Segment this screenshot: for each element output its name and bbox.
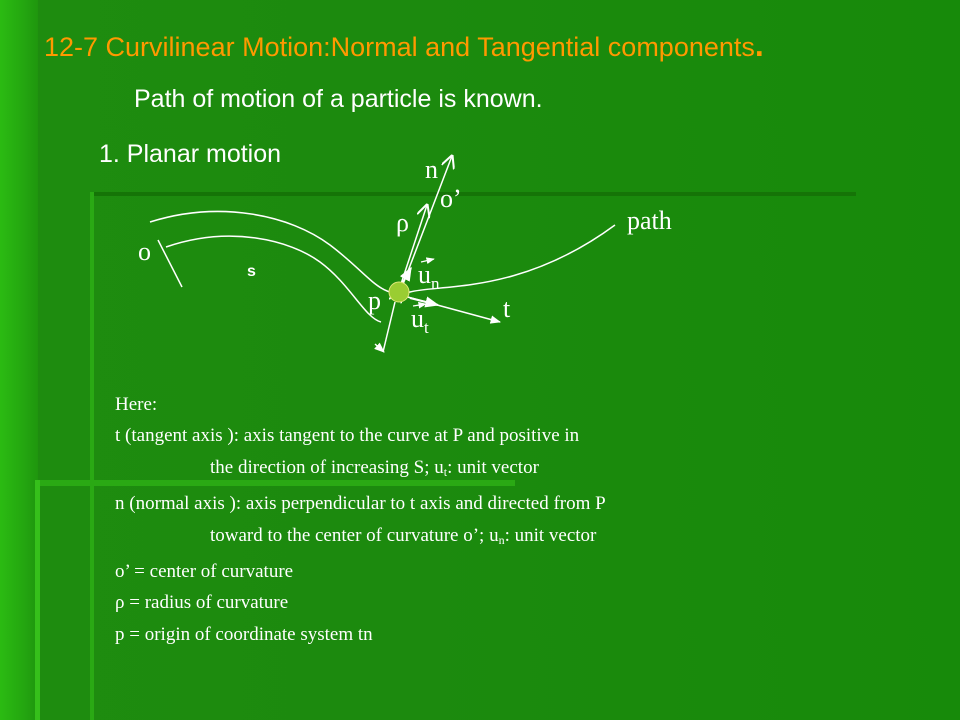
path-curve: [150, 208, 615, 294]
label-t: t: [503, 294, 511, 323]
label-s: s: [247, 263, 256, 280]
notes-o-prime: o’ = center of curvature: [115, 561, 294, 583]
origin-marker: [158, 240, 182, 287]
label-o: o: [138, 237, 151, 266]
notes-n-continuation: toward to the center of curvature o’; $u_n$: unit vector: [210, 524, 597, 547]
label-rho: ρ: [396, 208, 409, 237]
notes-here: Here:: [115, 394, 158, 415]
subtitle: Path of motion of a particle is known.: [134, 85, 543, 113]
label-path: path: [627, 206, 672, 235]
notes-t-definition: t (tangent axis ): axis tangent to the curve at P and positive in: [115, 425, 580, 447]
notes-p: p = origin of coordinate system tn: [115, 623, 373, 645]
slide-title-text: 12-7 Curvilinear Motion:Normal and Tangential components: [44, 32, 755, 62]
label-p: p: [368, 286, 381, 315]
section-heading: 1. Planar motion: [99, 140, 282, 168]
notes-rho: ρ = radius of curvature: [115, 592, 289, 614]
s-arrow: [375, 344, 384, 352]
label-n: n: [425, 155, 438, 184]
arc-length-s: [166, 236, 381, 322]
notes-n-definition: n (normal axis ): axis perpendicular to t axis and directed from P: [115, 493, 606, 515]
label-un: $u_n$: [418, 260, 440, 293]
label-o-prime: o’: [440, 184, 462, 213]
p-tangent-tick: [383, 302, 395, 352]
notes-block: [115, 389, 606, 650]
slide-title-dot: .: [754, 27, 764, 63]
label-ut: $u_t$: [411, 304, 429, 337]
particle-point: [389, 282, 409, 302]
notes-t-continuation: the direction of increasing S; $u_t$: unit vector: [210, 456, 539, 479]
